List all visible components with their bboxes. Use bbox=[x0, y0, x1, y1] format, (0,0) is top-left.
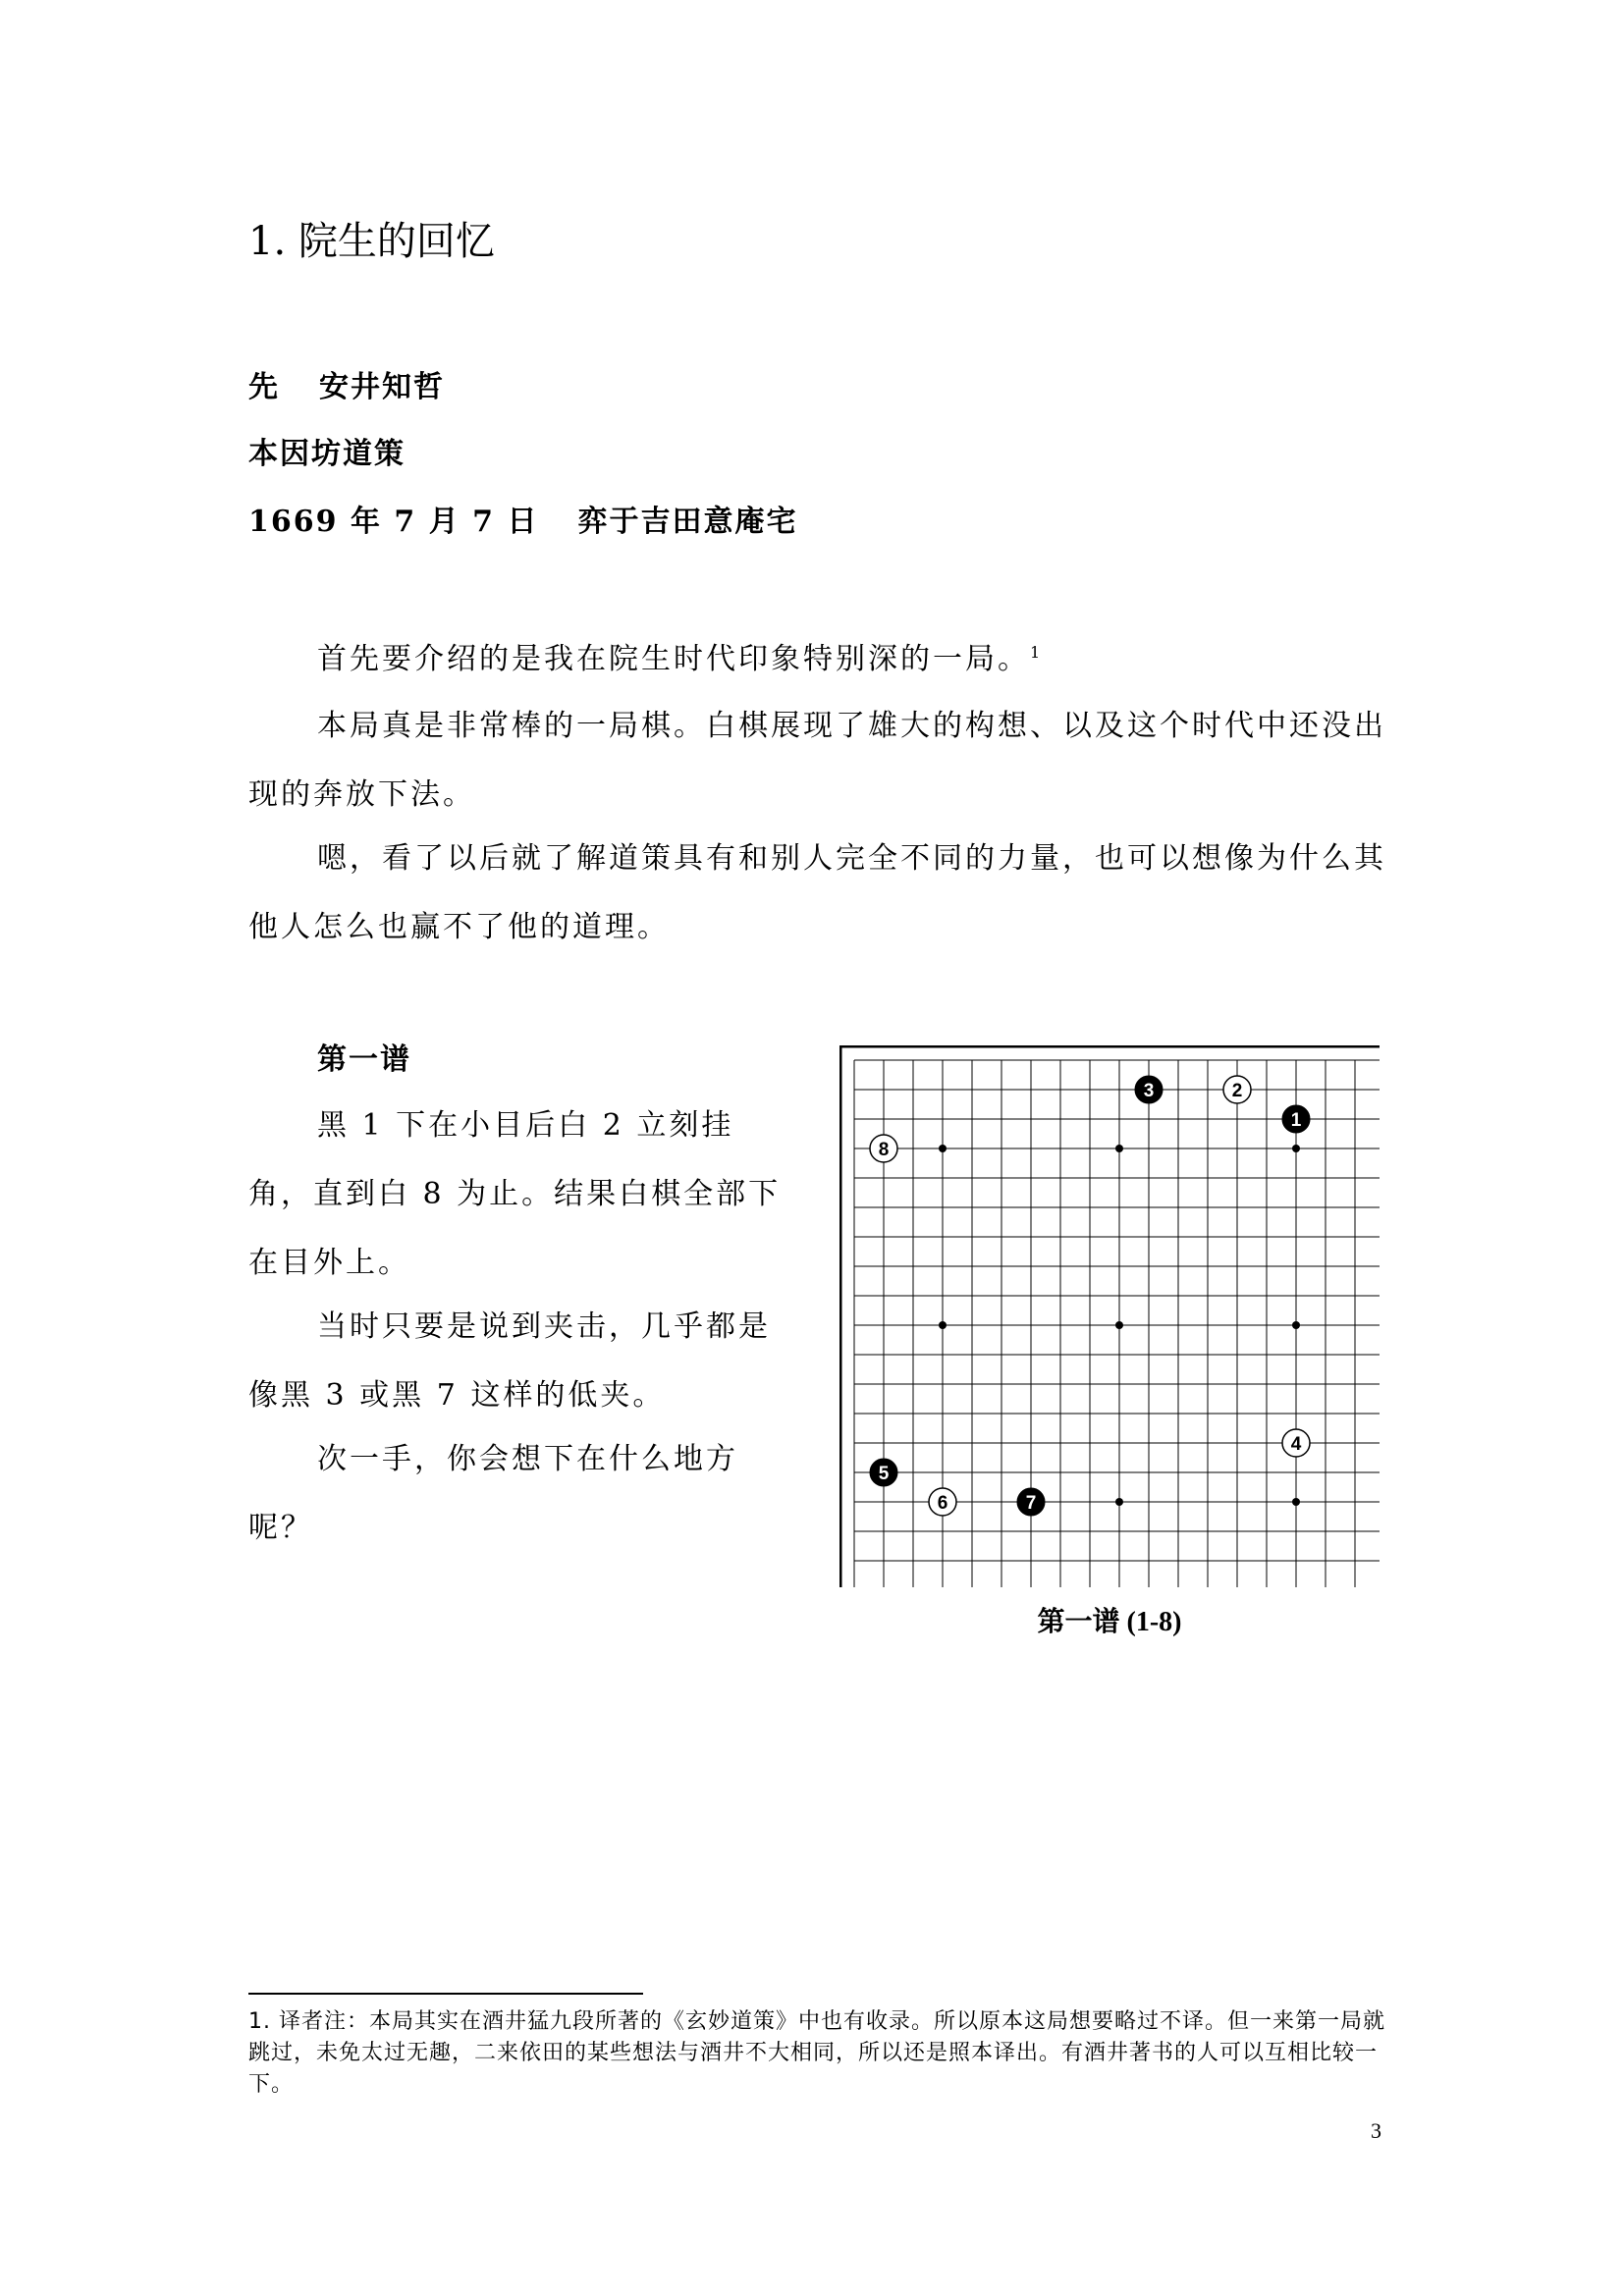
go-board-diagram bbox=[839, 1045, 1380, 1587]
footnote-ref[interactable]: 1 bbox=[1030, 643, 1044, 662]
stone-number: 1 bbox=[1290, 1110, 1302, 1131]
star-point bbox=[1292, 1145, 1300, 1152]
section-paragraph-2: 当时只要是说到夹击，几乎都是像黑 3 或黑 7 这样的低夹。 bbox=[248, 1309, 771, 1413]
game-venue: 弈于吉田意庵宅 bbox=[577, 505, 798, 539]
white-player-name: 本因坊道策 bbox=[248, 437, 406, 471]
intro-paragraph-3: 嗯，看了以后就了解道策具有和别人完全不同的力量，也可以想像为什么其他人怎么也赢不了他的道理。 bbox=[248, 841, 1386, 944]
black-player-line bbox=[248, 368, 445, 407]
black-label: 先 bbox=[248, 370, 280, 404]
star-point bbox=[939, 1145, 947, 1152]
black-player-name: 安井知哲 bbox=[319, 370, 445, 404]
intro-paragraph-2: 本局真是非常棒的一局棋。白棋展现了雄大的构想、以及这个时代中还没出现的奔放下法。 bbox=[248, 709, 1386, 812]
stone-number: 3 bbox=[1143, 1081, 1155, 1101]
stone-number: 6 bbox=[937, 1493, 948, 1514]
page-number: 3 bbox=[1371, 2118, 1381, 2143]
star-point bbox=[1292, 1498, 1300, 1506]
stone-number: 2 bbox=[1231, 1081, 1243, 1101]
section-title: 第一谱 bbox=[317, 1042, 411, 1077]
star-point bbox=[1115, 1498, 1123, 1506]
stone-number: 4 bbox=[1290, 1434, 1302, 1455]
date-line bbox=[248, 503, 797, 542]
white-player-line bbox=[248, 435, 406, 474]
stone-number: 8 bbox=[878, 1140, 890, 1160]
star-point bbox=[1292, 1321, 1300, 1329]
section-paragraph-1: 黑 1 下在小目后白 2 立刻挂角，直到白 8 为止。结果白棋全部下在目外上。 bbox=[248, 1108, 782, 1280]
game-date: 1669 年 7 月 7 日 bbox=[248, 505, 539, 539]
diagram-caption: 第一谱 (1-8) bbox=[1037, 1607, 1182, 1637]
section-paragraph-3: 次一手，你会想下在什么地方呢？ bbox=[248, 1442, 738, 1545]
stone-number: 5 bbox=[878, 1464, 890, 1484]
intro-paragraph-1 bbox=[248, 618, 1387, 694]
footnote-divider bbox=[248, 1993, 643, 1995]
stone-number: 7 bbox=[1025, 1493, 1037, 1514]
page-title: 1. 院生的回忆 bbox=[248, 219, 495, 264]
star-point bbox=[1115, 1145, 1123, 1152]
footnote: 1. 译者注：本局其实在酒井猛九段所著的《玄妙道策》中也有收录。所以原本这局想要略过不译。但一来第一局就跳过，未免太过无趣，二来依田的某些想法与酒井不大相同，所以还是照本译出。有酒井著书的人可以互相比较一下。 bbox=[248, 2009, 1385, 2097]
star-point bbox=[1115, 1321, 1123, 1329]
star-point bbox=[939, 1321, 947, 1329]
intro-text-1: 首先要介绍的是我在院生时代印象特别深的一局。 bbox=[317, 642, 1030, 676]
